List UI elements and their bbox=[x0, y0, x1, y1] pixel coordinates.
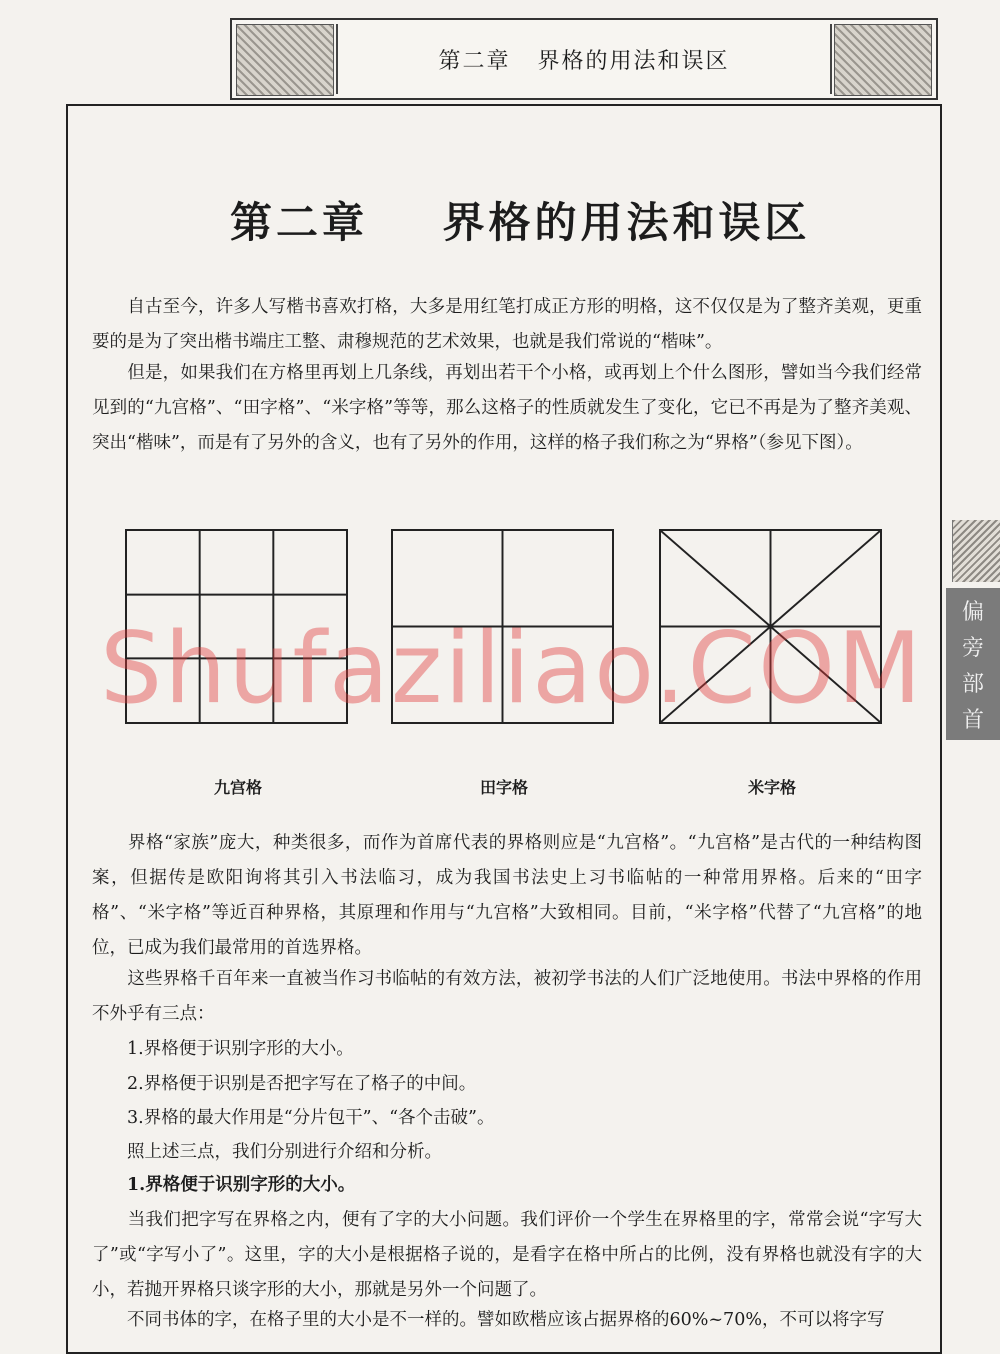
paragraph-3: 界格“家族”庞大，种类很多，而作为首席代表的界格则应是“九宫格”。“九宫格”是古代的一种结构图案，但据传是欧阳询将其引入书法临习，成为我国书法史上习书临帖的一种常用界格。后来的“田字格”、“米字格”等近百种界格，其原理和作用与“九宫格”大致相同。目前，“米字格”代替了“九宫格”的地位，已成为我们最常用的首选界格。 bbox=[92, 833, 922, 958]
paragraph-6: 当我们把字写在界格之内，便有了字的大小问题。我们评价一个学生在界格里的字，常常会说“字写大了”或“字写小了”。这里，字的大小是根据格子说的，是看字在格中所占的比例，没有界格也就没有字的大小，若抛开界格只谈字形的大小，那就是另外一个问题了。 bbox=[92, 1210, 922, 1300]
side-tab-char-3: 部 bbox=[961, 671, 984, 697]
paragraph-2: 但是，如果我们在方格里再划上几条线，再划出若干个小格，或再划上个什么图形，譬如当今我们经常见到的“九宫格”、“田字格”、“米字格”等等，那么这格子的性质就发生了变化，它已不再是为了整齐美观、突出“楷味”，而是有了另外的含义，也有了另外的作用，这样的格子我们称之为“界格”（参见下图）。 bbox=[92, 363, 922, 453]
side-decorative-art bbox=[952, 520, 1000, 582]
decorative-painting-left bbox=[236, 24, 334, 96]
section-side-tab bbox=[946, 588, 1000, 740]
list-item-1: 1.界格便于识别字形的大小。 bbox=[92, 1039, 354, 1059]
watermark-text: Shufaziliao.COM bbox=[100, 612, 924, 726]
chapter-header-band bbox=[230, 18, 938, 100]
caption-mizige: 米字格 bbox=[747, 778, 796, 797]
side-tab-char-1: 偏 bbox=[961, 599, 984, 625]
side-tab-char-4: 首 bbox=[961, 707, 984, 733]
paragraph-1: 自古至今，许多人写楷书喜欢打格，大多是用红笔打成正方形的明格，这不仅仅是为了整齐美观，更重要的是为了突出楷书端庄工整、肃穆规范的艺术效果，也就是我们常说的“楷味”。 bbox=[92, 297, 922, 352]
decorative-painting-right bbox=[834, 24, 932, 96]
caption-jiugongge: 九宫格 bbox=[213, 778, 262, 797]
paragraph-5: 照上述三点，我们分别进行介绍和分析。 bbox=[92, 1142, 442, 1162]
caption-tianzige: 田字格 bbox=[479, 778, 528, 797]
list-item-3: 3.界格的最大作用是“分片包干”、“各个击破”。 bbox=[92, 1108, 495, 1128]
side-tab-char-2: 旁 bbox=[961, 635, 984, 661]
list-item-2: 2.界格便于识别是否把字写在了格子的中间。 bbox=[92, 1074, 477, 1094]
chapter-title: 第二章 界格的用法和误区 bbox=[230, 198, 811, 247]
section-heading-1: 1.界格便于识别字形的大小。 bbox=[92, 1175, 356, 1195]
running-header-title: 第二章 界格的用法和误区 bbox=[336, 24, 832, 94]
paragraph-4: 这些界格千百年来一直被当作习书临帖的有效方法，被初学书法的人们广泛地使用。书法中界格的作用不外乎有三点： bbox=[92, 969, 922, 1024]
paragraph-7: 不同书体的字，在格子里的大小是不一样的。譬如欧楷应该占据界格的60%~70%，不可以将字写 bbox=[92, 1310, 885, 1330]
